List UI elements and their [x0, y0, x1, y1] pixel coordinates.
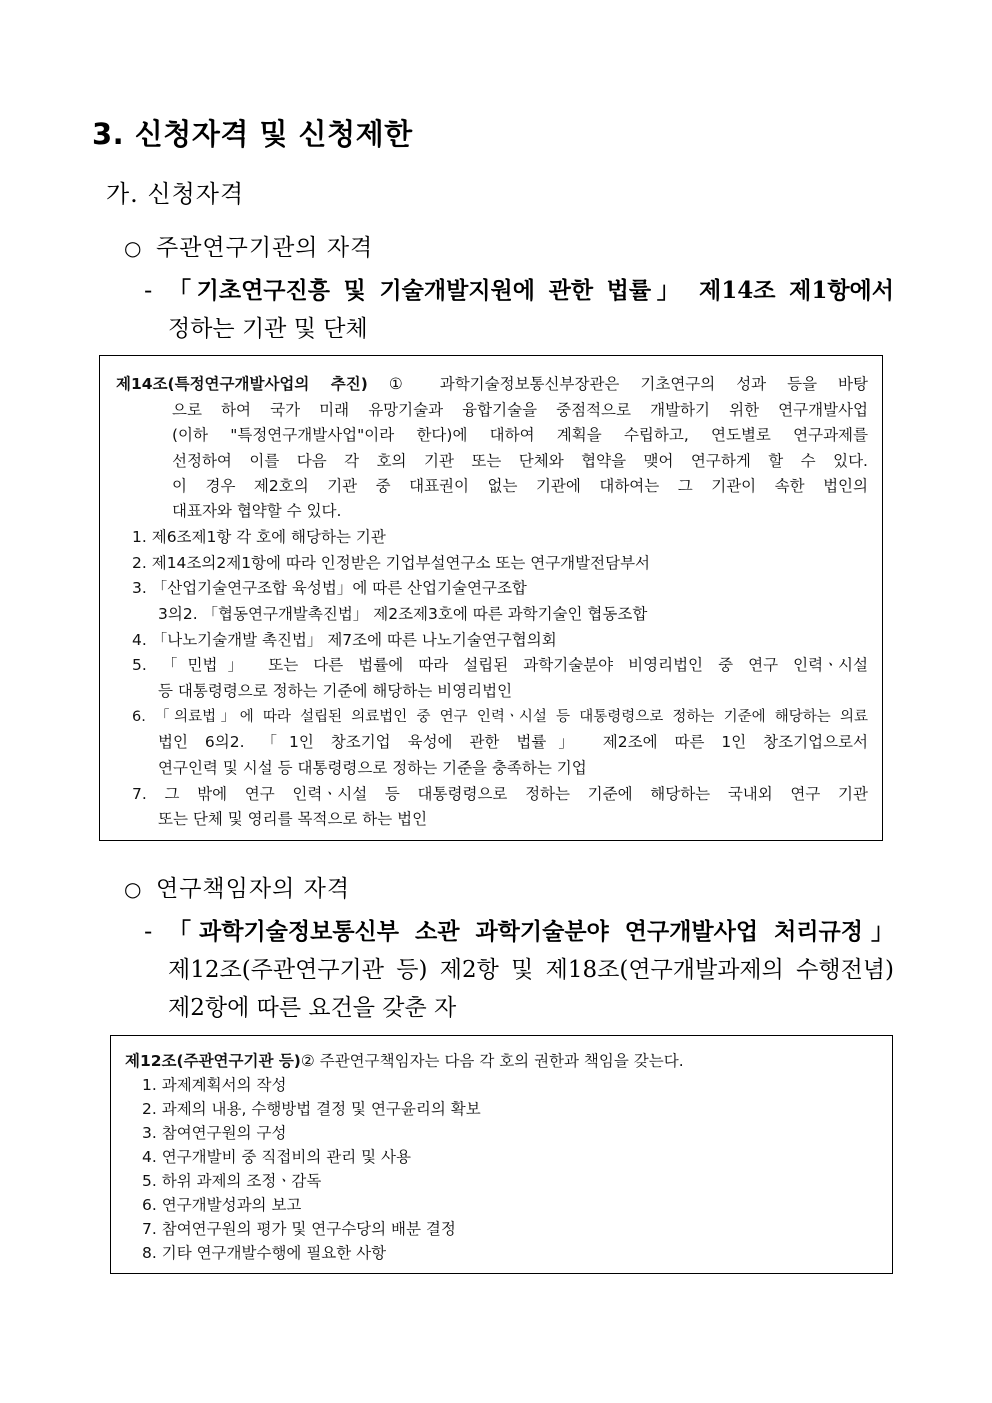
- article-14-item-cont: 또는 단체 및 영리를 목적으로 하는 법인: [158, 810, 428, 828]
- article-12-title: 제12조(주관연구기관 등): [125, 1052, 301, 1070]
- article-14-item: 5. 「민법」 또는 다른 법률에 따라 설립된 과학기술분야 비영리법인 중 연구 인력ㆍ시설: [132, 656, 868, 674]
- article-14-item: 4. 「나노기술개발 촉진법」 제7조에 따른 나노기술연구협의회: [132, 631, 557, 649]
- dash-bullet-icon: -: [144, 278, 153, 304]
- article-14-body-line: (이하 "특정연구개발사업"이라 한다)에 대하여 계획을 수립하고, 연도별로 연구과제를: [172, 426, 868, 444]
- article-14-item: 1. 제6조제1항 각 호에 해당하는 기관: [132, 528, 386, 546]
- heading-pi-text: 연구책임자의 자격: [156, 876, 351, 902]
- article-14-item: 3의2. 「협동연구개발촉진법」 제2조제3호에 따른 과학기술인 협동조합: [158, 605, 648, 623]
- article-12-item: 7. 참여연구원의 평가 및 연구수당의 배분 결정: [142, 1220, 456, 1238]
- law-ref-1-line1: 「기초연구진흥 및 기술개발지원에 관한 법률」 제14조 제1항에서: [168, 277, 894, 304]
- article-14-body-line: 으로 하여 국가 미래 유망기술과 융합기술을 중점적으로 개발하기 위한 연구개발사업: [172, 401, 868, 419]
- law-ref-2-line3: 제2항에 따른 요건을 갖춘 자: [168, 995, 457, 1021]
- law-reference-1: [144, 272, 894, 348]
- article-14-item-cont: 연구인력 및 시설 등 대통령령으로 정하는 기준을 충족하는 기업: [158, 759, 587, 777]
- article-14-item-cont: 법인 6의2. 「1인 창조기업 육성에 관한 법률」 제2조에 따른 1인 창조기업으로서: [158, 733, 868, 751]
- section-title: 3. 신청자격 및 신청제한: [92, 117, 413, 151]
- circle-bullet-icon: ○: [124, 236, 143, 260]
- article-12-item: 2. 과제의 내용, 수행방법 결정 및 연구윤리의 확보: [142, 1100, 481, 1118]
- article-14-item: 3. 「산업기술연구조합 육성법」에 따른 산업기술연구조합: [132, 579, 527, 597]
- law-reference-2: [144, 913, 894, 1027]
- article-12-item: 5. 하위 과제의 조정ㆍ감독: [142, 1172, 322, 1190]
- article-12-line-1: [125, 1049, 684, 1071]
- article-12-box: [110, 1035, 893, 1274]
- article-14-body-line: 대표자와 협약할 수 있다.: [172, 502, 342, 520]
- article-14-item: 7. 그 밖에 연구 인력ㆍ시설 등 대통령령으로 정하는 기준에 해당하는 국내외 연구 기관: [132, 785, 868, 803]
- article-14-item-cont: 등 대통령령으로 정하는 기준에 해당하는 비영리법인: [158, 682, 513, 700]
- article-12-item: 1. 과제계획서의 작성: [142, 1076, 287, 1094]
- article-14-line-1: [116, 372, 868, 394]
- article-12-item: 4. 연구개발비 중 직접비의 관리 및 사용: [142, 1148, 411, 1166]
- article-14-item: 6. 「의료법」에 따라 설립된 의료법인 중 연구 인력ㆍ시설 등 대통령령으로 정하는 기준에 해당하는 의료: [132, 709, 868, 725]
- subsection-title: 가. 신청자격: [106, 180, 245, 208]
- article-12-line1-rest: ② 주관연구책임자는 다음 각 호의 권한과 책임을 갖는다.: [300, 1052, 684, 1070]
- article-12-item: 3. 참여연구원의 구성: [142, 1124, 287, 1142]
- article-14-body-line: 선정하여 이를 다음 각 호의 기관 또는 단체와 협약을 맺어 연구하게 할 수 있다.: [172, 452, 868, 470]
- heading-org-text: 주관연구기관의 자격: [156, 235, 374, 261]
- heading-pi-qualification: [124, 870, 350, 903]
- article-14-title: 제14조(특정연구개발사업의 추진): [116, 375, 368, 393]
- article-14-box: [99, 355, 883, 841]
- article-14-body-line: 이 경우 제2호의 기관 중 대표권이 없는 기관에 대하여는 그 기관이 속한 법인의: [172, 477, 868, 495]
- article-14-line1-rest: ① 과학기술정보통신부장관은 기초연구의 성과 등을 바탕: [388, 375, 868, 393]
- article-14-item: 2. 제14조의2제1항에 따라 인정받은 기업부설연구소 또는 연구개발전담부서: [132, 554, 651, 572]
- law-ref-2-line2: 제12조(주관연구기관 등) 제2항 및 제18조(연구개발과제의 수행전념): [168, 957, 894, 983]
- law-ref-2-line1: 「과학기술정보통신부 소관 과학기술분야 연구개발사업 처리규정」: [168, 918, 894, 945]
- heading-org-qualification: [124, 229, 373, 262]
- dash-bullet-icon: -: [144, 919, 153, 945]
- article-12-item: 8. 기타 연구개발수행에 필요한 사항: [142, 1244, 387, 1262]
- article-12-item: 6. 연구개발성과의 보고: [142, 1196, 302, 1214]
- circle-bullet-icon: ○: [124, 877, 143, 901]
- law-ref-1-line2: 정하는 기관 및 단체: [168, 316, 368, 342]
